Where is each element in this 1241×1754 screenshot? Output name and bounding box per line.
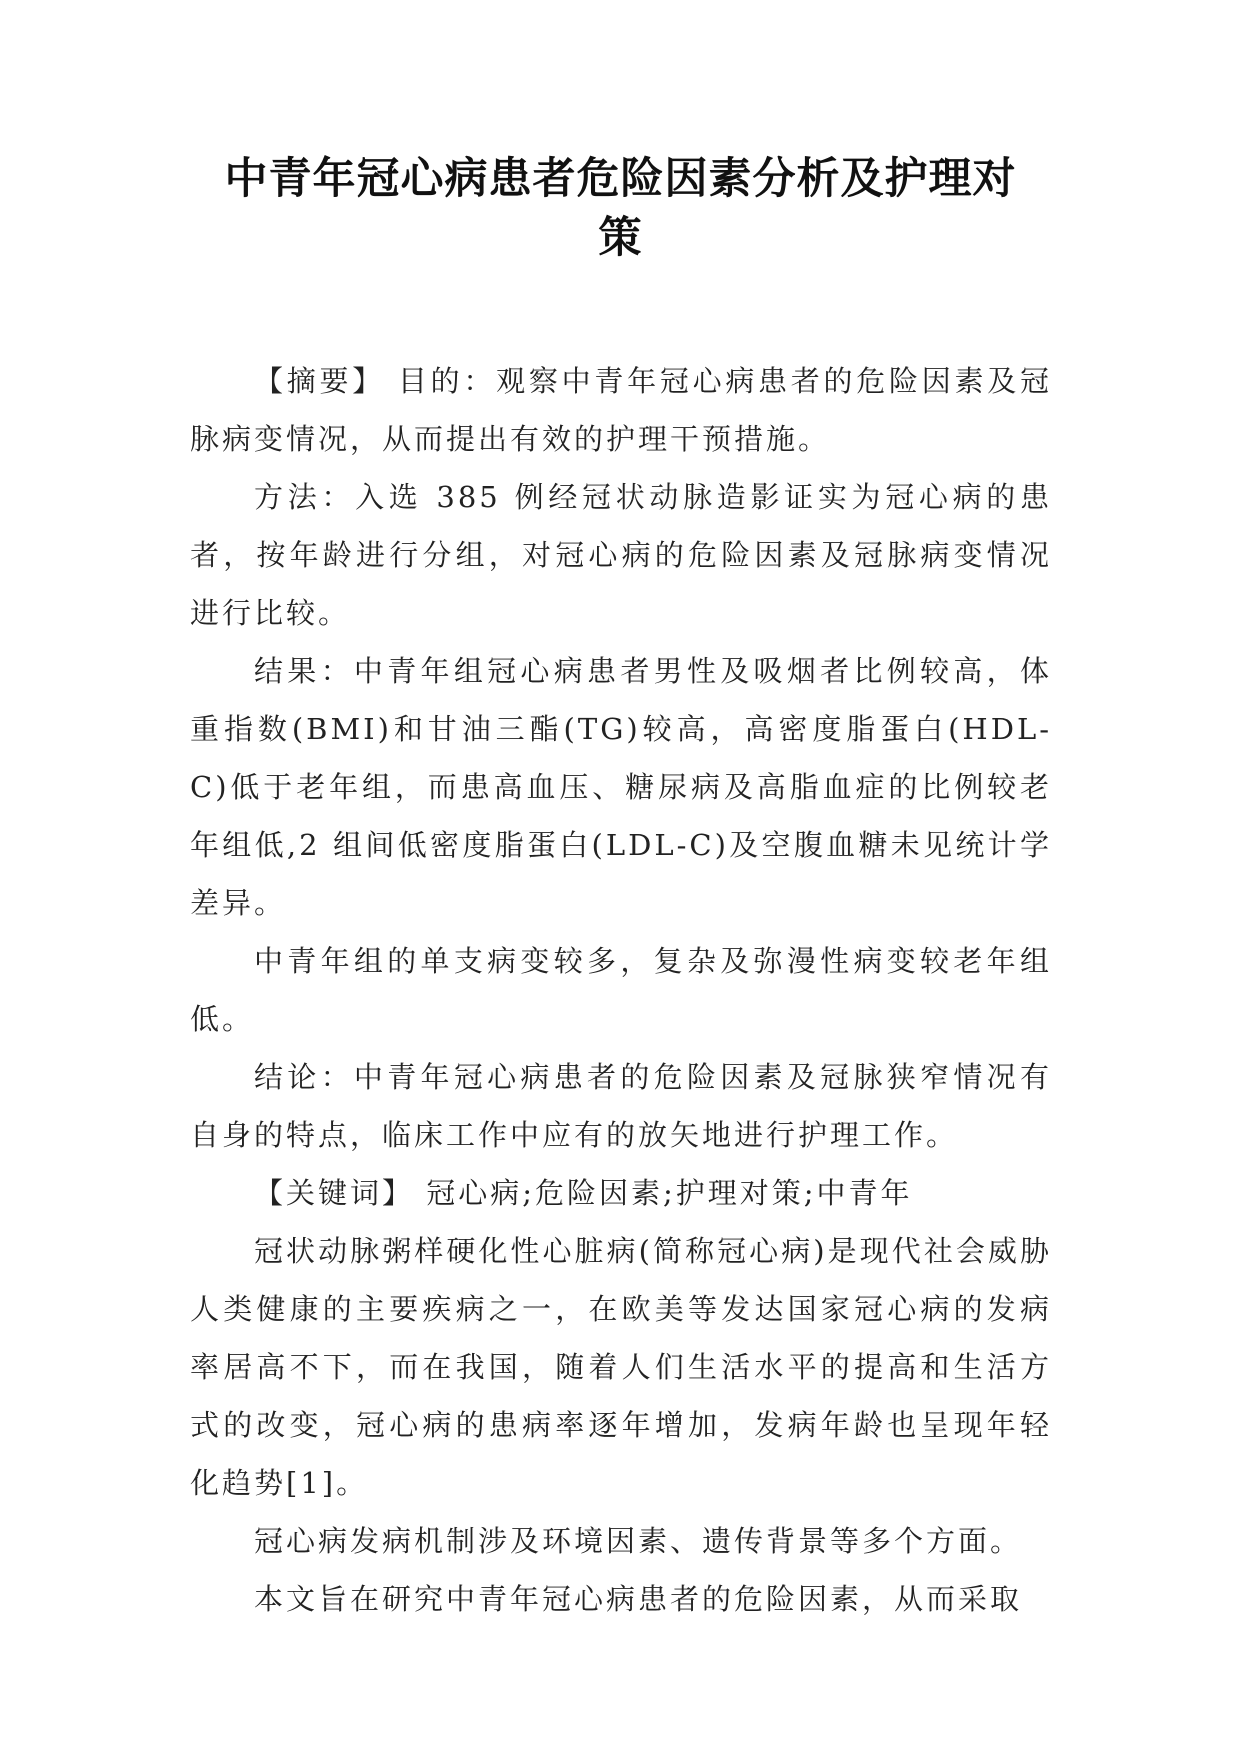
abstract-objective-text: 目的：观察中青年冠心病患者的危险因素及冠脉病变情况，从而提出有效的护理干预措施。 <box>190 364 1052 456</box>
abstract-conclusion-paragraph: 结论：中青年冠心病患者的危险因素及冠脉狭窄情况有自身的特点，临床工作中应有的放矢地进行护理工作。 <box>190 1060 1052 1152</box>
intro-paragraph-1: 冠状动脉粥样硬化性心脏病(简称冠心病)是现代社会威胁人类健康的主要疾病之一，在欧美等发达国家冠心病的发病率居高不下，而在我国，随着人们生活水平的提高和生活方式的改变，冠心病的患病率逐年增加，发病年龄也呈现年轻化趋势[1]。 <box>190 1234 1052 1500</box>
document-body <box>190 352 1052 1628</box>
abstract-objective-paragraph <box>190 352 1052 468</box>
title-line-1: 中青年冠心病患者危险因素分析及护理对 <box>224 154 1017 204</box>
abstract-method-paragraph: 方法：入选 385 例经冠状动脉造影证实为冠心病的患者，按年龄进行分组，对冠心病的危险因素及冠脉病变情况进行比较。 <box>190 480 1052 630</box>
abstract-label: 【摘要】 <box>254 364 385 398</box>
title-line-2: 策 <box>598 213 643 263</box>
intro-paragraph-3: 本文旨在研究中青年冠心病患者的危险因素，从而采取 <box>254 1582 1023 1616</box>
abstract-result-paragraph: 结果：中青年组冠心病患者男性及吸烟者比例较高，体重指数(BMI)和甘油三酯(TG)较高，高密度脂蛋白(HDL-C)低于老年组，而患高血压、糖尿病及高脂血症的比例较老年组低,2 组间低密度脂蛋白(LDL-C)及空腹血糖未见统计学差异。 <box>190 654 1052 920</box>
keywords-paragraph <box>190 1164 1052 1222</box>
keywords-label: 【关键词】 <box>254 1176 415 1210</box>
abstract-result2-paragraph: 中青年组的单支病变较多，复杂及弥漫性病变较老年组低。 <box>190 944 1052 1036</box>
keywords-text: 冠心病;危险因素;护理对策;中青年 <box>414 1176 913 1210</box>
intro-paragraph-2: 冠心病发病机制涉及环境因素、遗传背景等多个方面。 <box>254 1524 1023 1558</box>
document-title <box>150 150 1091 268</box>
